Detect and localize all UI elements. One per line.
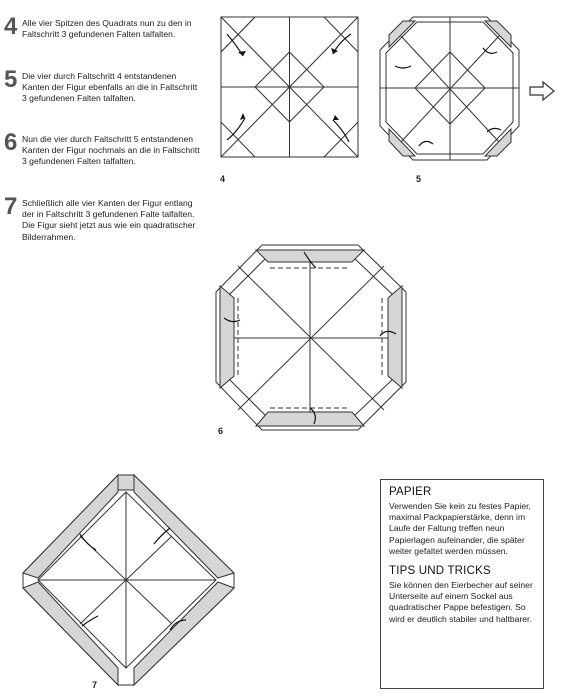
- fold-arrows: [80, 528, 186, 630]
- papier-text: Verwenden Sie kein zu festes Papier, maximal Packpapierstärke, denn im Laufe der Faltung treffen neun Papierlagen aufeinander, die später weiter gefaltet werden müssen.: [389, 501, 531, 556]
- step-number: 4: [4, 13, 18, 40]
- step-text: Die vier durch Faltschritt 4 entstandenen Kanten der Figur ebenfalls an die in Faltschritt 3 gefundenen Falten talfalten.: [22, 71, 198, 104]
- curved-fold-arrow-icon: [483, 48, 497, 53]
- figure-5-diagram: [377, 14, 523, 164]
- step-6: [4, 129, 204, 168]
- step-number: 5: [4, 66, 18, 93]
- step-text: Alle vier Spitzen des Quadrats nun zu den in Faltschritt 3 gefundenen Falten talfalten.: [22, 18, 192, 40]
- curved-fold-arrow-icon: [395, 66, 411, 68]
- figure-7-label: 7: [92, 680, 98, 690]
- step-7: [4, 193, 204, 243]
- figure-6-diagram: [210, 240, 410, 435]
- figure-4-diagram: [215, 12, 365, 167]
- figure-4-label: 4: [220, 174, 226, 184]
- curved-fold-arrow-icon: [333, 120, 349, 142]
- curved-fold-arrow-icon: [419, 141, 433, 146]
- step-text: Schließlich alle vier Kanten der Figur entlang der in Faltschritt 3 gefundenen Falte talfalten. Die Figur sieht jetzt aus wie ein quadratischer Bilderrahmen.: [22, 198, 196, 242]
- info-box: [380, 479, 544, 689]
- curved-fold-arrow-icon: [227, 118, 245, 140]
- step-5: [4, 66, 204, 105]
- outline-arrow-right-icon: [528, 80, 556, 102]
- tips-heading: TIPS UND TRICKS: [389, 565, 491, 578]
- curved-fold-arrow-icon: [80, 534, 96, 550]
- figure-6-label: 6: [218, 426, 224, 436]
- figure-7-diagram: [18, 470, 240, 690]
- step-number: 6: [4, 129, 18, 156]
- step-4: [4, 13, 204, 40]
- figure-5-label: 5: [416, 174, 422, 184]
- step-number: 7: [4, 193, 18, 220]
- papier-heading: PAPIER: [389, 486, 432, 498]
- curved-fold-arrow-icon: [82, 616, 98, 626]
- step-text: Nun die vier durch Faltschritt 5 entstandenen Kanten der Figur nochmals an die in Faltschritt 3 gefundenen Falten talfalten.: [22, 134, 200, 167]
- tips-text: Sie können den Eierbecher auf seiner Unterseite auf einem Sockel aus quadratischer Pappe befestigen. So wird er deutlich stabiler und haltbarer.: [389, 580, 533, 624]
- curved-fold-arrow-icon: [154, 528, 170, 544]
